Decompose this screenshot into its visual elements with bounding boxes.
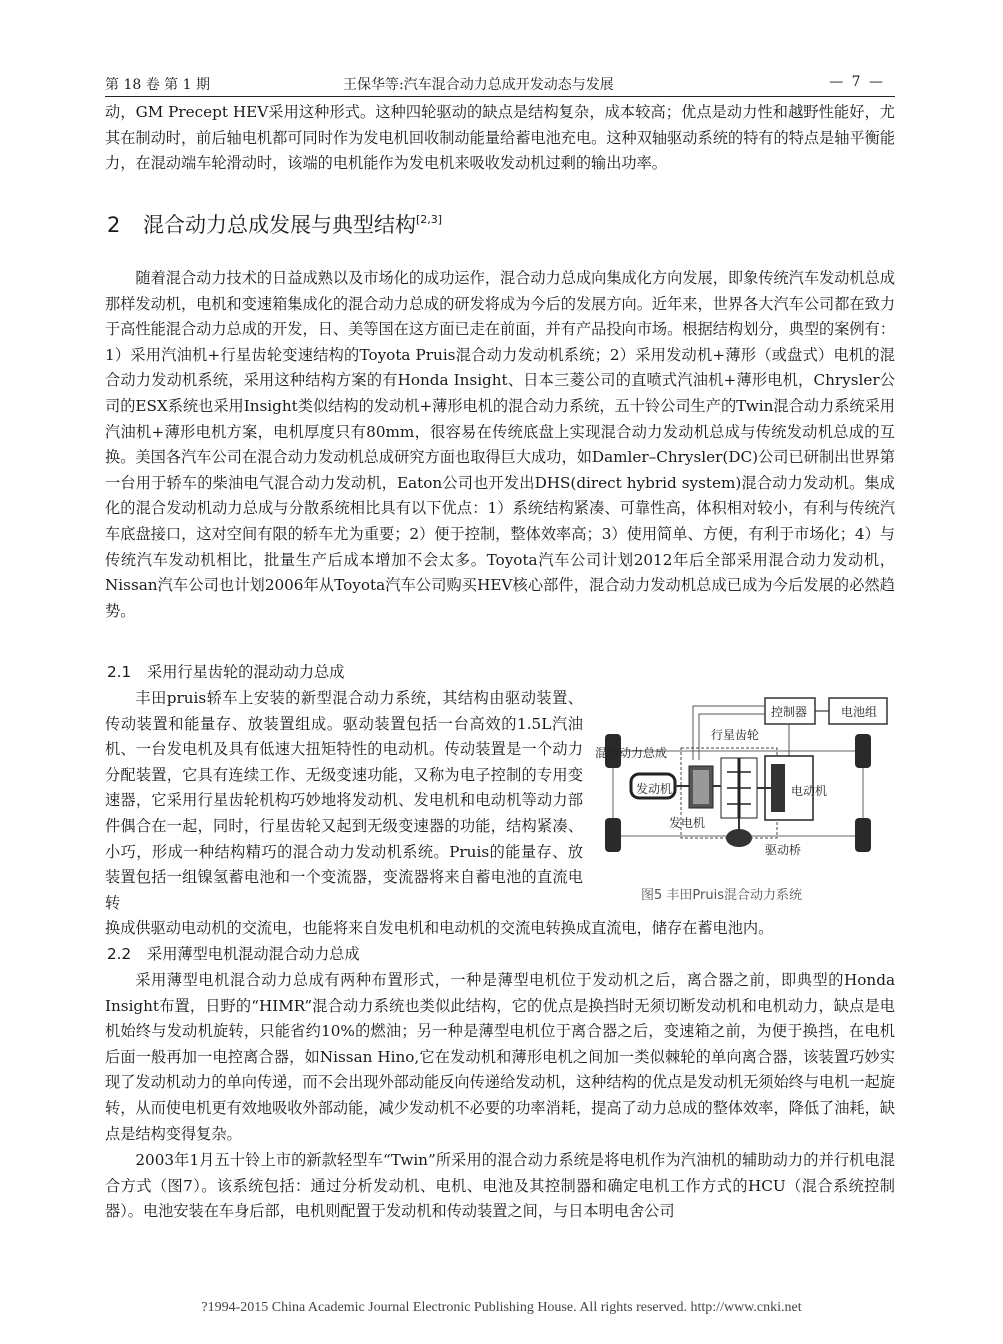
- differential: [726, 829, 752, 847]
- page-footer: ?1994-2015 China Academic Journal Electronic Publishing House. All rights reserved. http://www.cnki.net: [201, 1300, 802, 1315]
- label-battery: 电池组: [841, 705, 878, 719]
- subsection-number: 2.1: [107, 663, 132, 681]
- rear-left-wheel: [605, 818, 621, 852]
- label-hybrid-assembly: 混合动力总成: [595, 746, 668, 760]
- section-number: 2: [107, 213, 121, 237]
- header-article-title: 王保华等:汽车混合动力总成开发动态与发展: [343, 77, 614, 93]
- paragraph-section-2: 随着混合动力技术的日益成熟以及市场化的成功运作，混合动力总成向集成化方向发展，即象传统汽车发动机总成那样发动机，电机和变速箱集成化的混合动力总成的研发将成为今后的发展方向。近年来，世界各大汽车公司都在致力于高性能混合动力总成的开发，日、美等国在这方面已走在前面，并有产品投向市场。根据结构划分，典型的案例有：1）采用汽油机+行星齿轮变速结构的Toyota Pruis混合动力发动机系统；2）采用发动机+薄形（或盘式）电机的混合动力发动机系统，采用这种结构方案的有Honda Insight、日本三菱公司的直喷式汽油机+薄形电机，Chrysler公司的ESX系统也采用Insight类似结构的发动机+薄形电机的混合动力系统，五十铃公司生产的Twin混合动力系统采用汽油机+薄形电机方案，电机厚度只有80mm，很容易在传统底盘上实现混合动力发动机总成与传统发动机总成的互换。美国各汽车公司在混合动力发动机总成研究方面也取得巨大成功，如Damler–Chrysler(DC)公司已研制出世界第一台用于轿车的柴油电气混合动力发动机，Eaton公司也开发出DHS(direct hybrid system)混合动力发动机。集成化的混合发动机动力总成与分散系统相比具有以下优点：1）系统结构紧凑、可靠性高，体积相对较小，有利与传统汽车底盘接口，这对空间有限的轿车尤为重要；2）便于控制，整体效率高；3）使用简单、方便，有利于市场化；4）与传统汽车发动机相比，批量生产后成本增加不会太多。Toyota汽车公司计划2012年后全部采用混合动力发动机，Nissan汽车公司也计划2006年从Toyota汽车公司购买HEV核心部件，混合动力发动机总成已成为今后发展的必然趋势。: [105, 269, 895, 620]
- section-2-1-heading: [107, 661, 344, 682]
- running-header: [105, 72, 895, 94]
- citation-ref: [2,3]: [416, 213, 443, 226]
- header-page-number: — 7 —: [829, 74, 885, 90]
- subsection-title: 采用行星齿轮的混动动力总成: [147, 663, 345, 681]
- label-controller: 控制器: [771, 705, 808, 719]
- header-volume-issue: 第 18 卷 第 1 期: [105, 77, 210, 93]
- section-title: 混合动力总成发展与典型结构: [143, 213, 416, 237]
- subsection-title: 采用薄型电机混动混合动力总成: [147, 945, 360, 963]
- figure-5-prius-diagram: [593, 686, 895, 916]
- front-right-wheel: [855, 734, 871, 768]
- header-rule: [105, 96, 895, 97]
- section-2-heading: [107, 209, 442, 239]
- generator-core: [693, 770, 709, 804]
- label-motor: 电动机: [791, 784, 828, 798]
- paragraph-intro: 动，GM Precept HEV采用这种形式。这种四轮驱动的缺点是结构复杂，成本较高；优点是动力性和越野性能好，尤其在制动时，前后轴电机都可同时作为发电机回收制动能量给蓄电池充电。这种双轴驱动系统的特有的特点是轴平衡能力，在混动端车轮滑动时，该端的电机能作为发电机来吸收发动机过剩的输出功率。: [105, 103, 895, 173]
- rear-right-wheel: [855, 818, 871, 852]
- subsection-number: 2.2: [107, 945, 132, 963]
- section-2-2-heading: [107, 943, 360, 964]
- paragraph-2-1-continued: 换成供驱动电动机的交流电，也能将来自发电机和电动机的交流电转换成直流电，储存在蓄电池内。: [105, 919, 774, 937]
- label-planetary-gear: 行星齿轮: [711, 728, 760, 742]
- paragraph-2-2-a: 采用薄型电机混合动力总成有两种布置形式，一种是薄型电机位于发动机之后，离合器之前，即典型的Honda Insight布置，日野的“HIMR”混合动力系统也类似此结构，它的优点是换挡时无须切断发动机和电机动力，缺点是电机始终与发动机旋转，只能省约10%的燃油；另一种是薄型电机位于离合器之后，变速箱之前，为便于换挡，在电机后面一般再加一电控离合器，如Nissan Hino,它在发动机和薄形电机之间加一类似棘轮的单向离合器，该装置巧妙实现了发动机动力的单向传递，而不会出现外部动能反向传递给发动机，这种结构的优点是发动机无须始终与电机一起旋转，从而使电机更有效地吸收外部动能，减少发动机不必要的功率消耗，提高了动力总成的整体效率，降低了油耗，缺点是结构变得复杂。: [105, 971, 895, 1143]
- label-drive-axle: 驱动桥: [765, 843, 802, 857]
- label-generator: 发电机: [669, 816, 706, 830]
- figure-caption: 图5 丰田Pruis混合动力系统: [641, 888, 802, 903]
- paragraph-2-1: 丰田pruis轿车上安装的新型混合动力系统，其结构由驱动装置、传动装置和能量存、放装置组成。驱动装置包括一台高效的1.5L汽油机、一台发电机及具有低速大扭矩特性的电动机。传动装置是一个动力分配装置，它具有连续工作、无级变速功能，又称为电子控制的专用变速器，它采用行星齿轮机构巧妙地将发动机、发电机和电动机等动力部件偶合在一起，同时，行星齿轮又起到无级变速器的功能，结构紧凑、小巧，形成一种结构精巧的混合动力发动机系统。Pruis的能量存、放装置包括一组镍氢蓄电池和一个变流器，变流器将来自蓄电池的直流电转: [105, 689, 583, 912]
- paragraph-2-2-b: 2003年1月五十铃上市的新款轻型车“Twin”所采用的混合动力系统是将电机作为汽油机的辅助动力的并行机电混合方式（图7）。该系统包括：通过分析发动机、电机、电池及其控制器和确定电机工作方式的HCU（混合系统控制器）。电池安装在车身后部，电机则配置于发动机和传动装置之间，与日本明电舍公司: [105, 1151, 895, 1221]
- motor-stator: [771, 764, 785, 812]
- label-engine: 发动机: [636, 782, 673, 796]
